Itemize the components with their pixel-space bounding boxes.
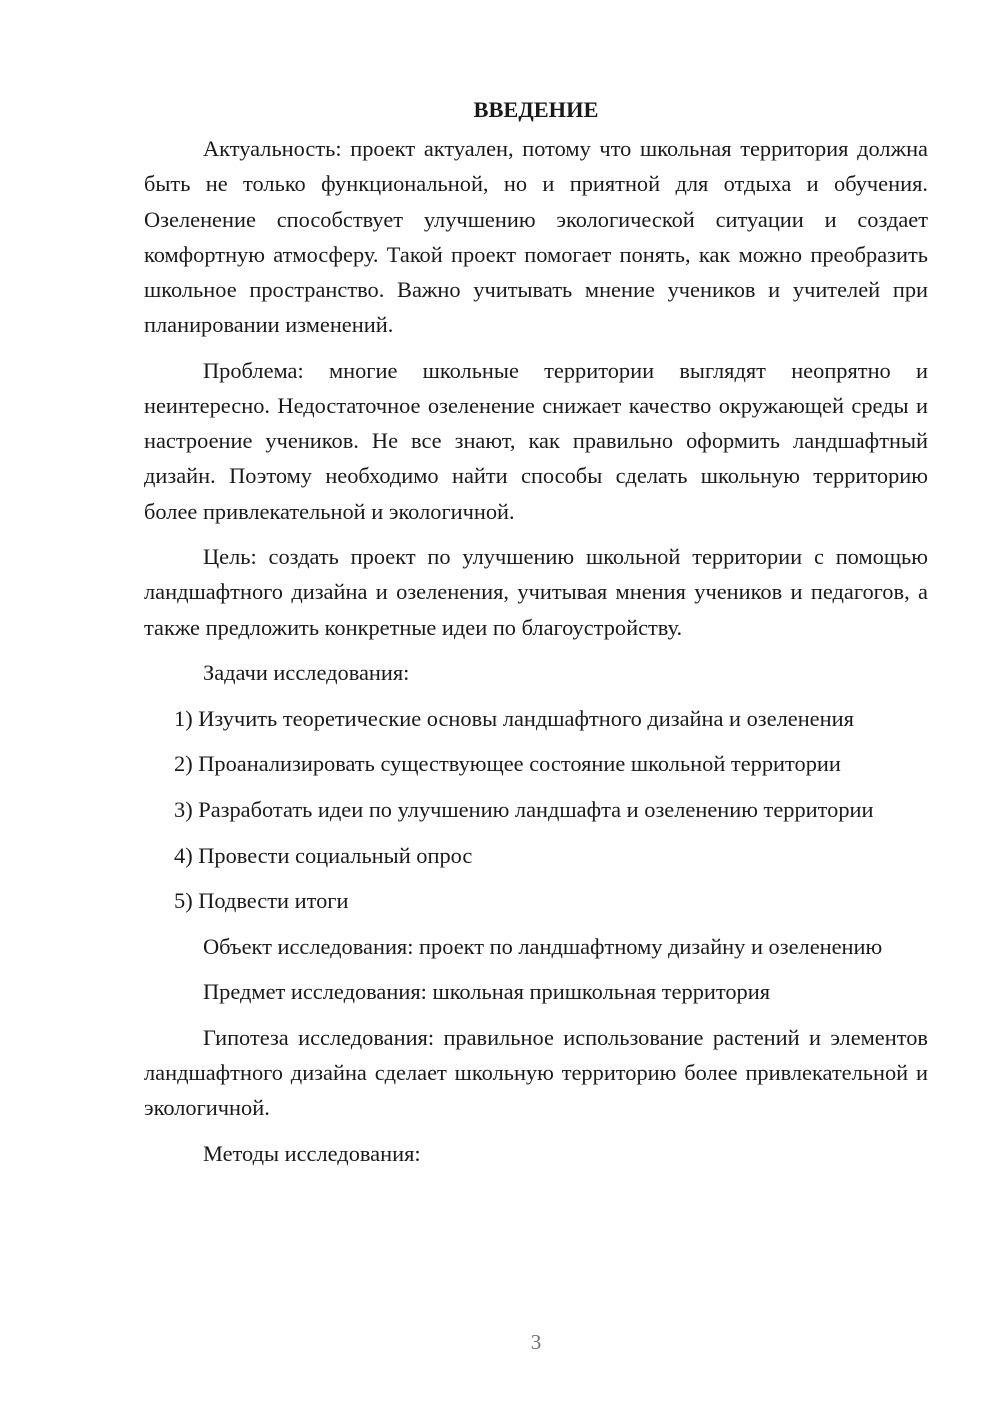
task-item-1: 1) Изучить теоретические основы ландшафтного дизайна и озеленения <box>174 705 854 731</box>
methods-heading: Методы исследования: <box>203 1140 421 1166</box>
relevance-paragraph: Актуальность: проект актуален, потому что школьная территория должна быть не только функциональной, но и приятной для отдыха и обучения. Озеленение способствует улучшению экологической ситуации и создает комфортную атмосферу. Такой проект помогает понять, как можно преобразить школьное пространство. Важно учитывать мнение учеников и учителей при планировании изменений. <box>144 136 928 338</box>
hypothesis-paragraph: Гипотеза исследования: правильное использование растений и элементов ландшафтного дизайна сделает школьную территорию более привлекательной и экологичной. <box>144 1024 928 1121</box>
task-item-5: 5) Подвести итоги <box>174 888 349 914</box>
task-item-3: 3) Разработать идеи по улучшению ландшафта и озеленению территории <box>174 797 874 822</box>
object-paragraph: Объект исследования: проект по ландшафтному дизайну и озеленению <box>203 933 883 959</box>
task-item-4: 4) Провести социальный опрос <box>174 842 473 868</box>
goal-paragraph: Цель: создать проект по улучшению школьной территории с помощью ландшафтного дизайна и озеленения, учитывая мнения учеников и педагогов, а также предложить конкретные идеи по благоустройству. <box>144 544 928 640</box>
task-item-2: 2) Проанализировать существующее состояние школьной территории <box>174 751 841 777</box>
subject-paragraph: Предмет исследования: школьная пришкольная территория <box>203 979 771 1005</box>
document-title: ВВЕДЕНИЕ <box>473 97 599 122</box>
document-page <box>144 92 928 1182</box>
problem-paragraph: Проблема: многие школьные территории выглядят неопрятно и неинтересно. Недостаточное озеленение снижает качество окружающей среды и настроение учеников. Не все знают, как правильно оформить ландшафтный дизайн. Поэтому необходимо найти способы сделать школьную территорию более привлекательной и экологичной. <box>144 357 928 524</box>
tasks-heading: Задачи исследования: <box>203 660 410 686</box>
page-number: 3 <box>530 1330 542 1354</box>
